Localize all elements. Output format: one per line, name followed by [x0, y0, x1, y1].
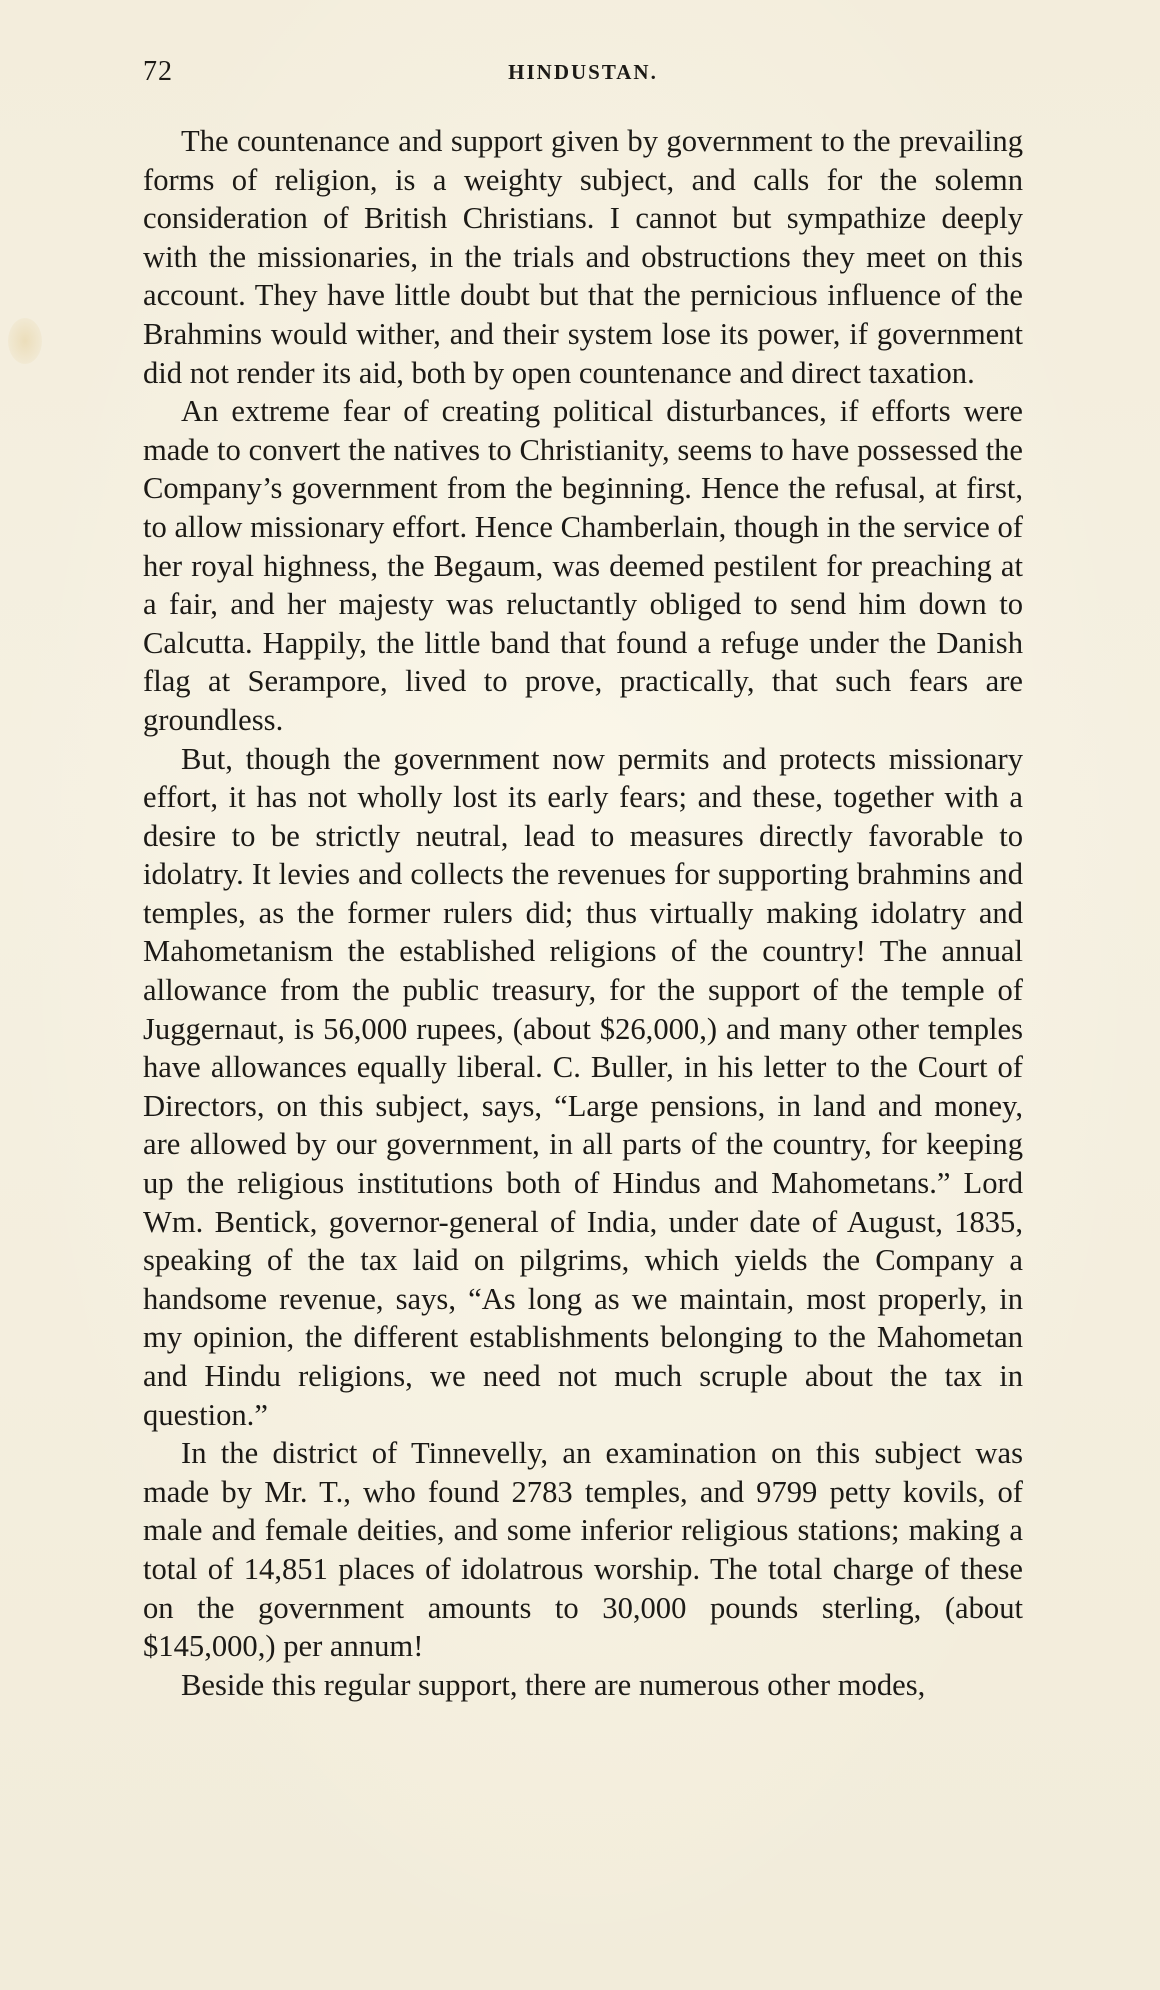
- page-header: [143, 56, 1023, 96]
- paragraph-1: The countenance and support given by government to the prevailing forms of religion, is a weighty subject, and calls for the solemn consideration of British Christians. I cannot but sympathize deeply with the missionaries, in the trials and obstructions they meet on this account. They have little doubt but that the pernicious influence of the Brahmins would wither, and their system lose its power, if government did not render its aid, both by open countenance and direct taxation.: [143, 124, 1023, 390]
- paragraph-2: An extreme fear of creating political disturbances, if efforts were made to convert the natives to Christianity, seems to have possessed the Company’s government from the beginning. Hence the refusal, at first, to allow missionary effort. Hence Chamberlain, though in the service of her royal highness, the Begaum, was deemed pestilent for preaching at a fair, and her majesty was reluctantly obliged to send him down to Calcutta. Happily, the little band that found a refuge under the Danish flag at Serampore, lived to prove, practically, that such fears are groundless.: [143, 394, 1023, 737]
- paragraph-5: Beside this regular support, there are numerous other modes,: [181, 1667, 926, 1702]
- page-number: 72: [143, 56, 173, 87]
- paragraph-3: But, though the government now permits and protects missionary effort, it has not wholly lost its early fears; and these, together with a desire to be strictly neutral, lead to measures directly favorable to idolatry. It levies and collects the revenues for supporting brahmins and temples, as the former rulers did; thus virtually making idolatry and Mahometanism the established religions of the country! The annual allowance from the public treasury, for the support of the temple of Juggernaut, is 56,000 rupees, (about $26,000,) and many other temples have allowances equally liberal. C. Buller, in his letter to the Court of Directors, on this subject, says, “Large pensions, in land and money, are allowed by our government, in all parts of the country, for keeping up the religious institutions both of Hindus and Mahometans.” Lord Wm. Bentick, governor-general of India, under date of August, 1835, speaking of the tax laid on pilgrims, which yields the Company a handsome revenue, says, “As long as we maintain, most properly, in my opinion, the different establishments belonging to the Mahometan and Hindu religions, we need not much scruple about the tax in question.”: [143, 741, 1023, 1432]
- paragraph-4: In the district of Tinnevelly, an examination on this subject was made by Mr. T., who found 2783 temples, and 9799 petty kovils, of male and female deities, and some inferior religious stations; making a total of 14,851 places of idolatrous worship. The total charge of these on the government amounts to 30,000 pounds sterling, (about $145,000,) per annum!: [143, 1436, 1023, 1664]
- running-head: HINDUSTAN.: [508, 60, 658, 84]
- body-text: [143, 122, 1023, 1704]
- paper-stain: [8, 318, 42, 364]
